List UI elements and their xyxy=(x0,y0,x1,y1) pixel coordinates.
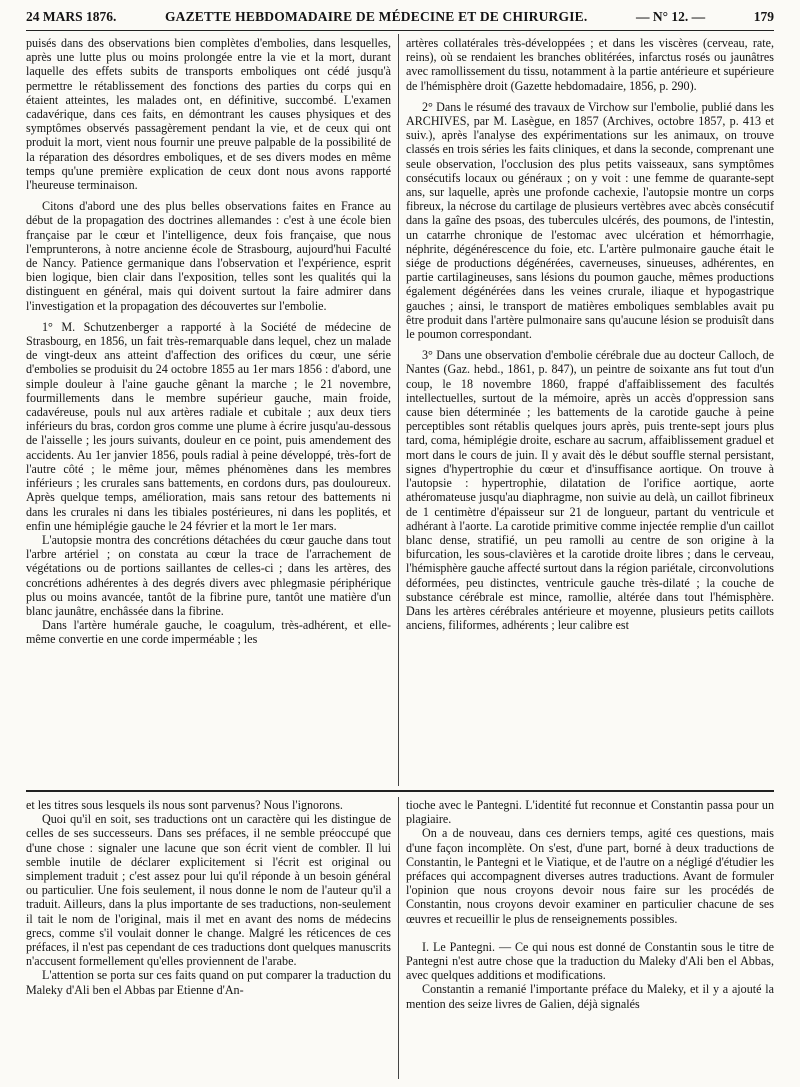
lower-column-divider xyxy=(398,797,399,1079)
running-header xyxy=(26,6,774,28)
paragraph: Citons d'abord une des plus belles observations faites en France au début de la propagation des doctrines allemandes : c'est à une école bien française par le cœur et l'intelligence, deux fois française, que nous l'emprunterons, à notre ancienne école de Strasbourg, aujourd'hui Faculté de Nancy. Patience germanique dans l'observation et l'expérience, esprit bien logique, bien clair dans l'exposition, telles sont les qualités qui la distinguent en général, mais qui doivent surtout la faire admirer dans l'investigation et la propagation des découvertes sur l'embolie. xyxy=(26,199,391,313)
section-paragraph-pantegni: I. Le Pantegni. — Ce qui nous est donné de Constantin sous le titre de Pantegni n'est autre chose que la traduction du Maleky d'Ali ben el Abbas, avec quelques additions et modifications. xyxy=(406,939,774,983)
upper-left-column xyxy=(26,36,391,786)
paragraph: Quoi qu'il en soit, ses traductions ont un caractère qui les distingue de celles de ses successeurs. Dans ses préfaces, il ne semble préoccupé que d'une chose : signaler une lacune que son écrit vient de combler. Il lui semble inutile de déclarer explicitement si l'écrit est original ou simplement traduit ; c'est assez pour lui qu'il réponde à un besoin général ou particulier. Une fois seulement, il nous donne le nom de l'auteur qu'il a traduit. Ailleurs, dans la plus importante de ses traductions, non-seulement il tait le nom de l'original, mais il met en avant des noms de médecins grecs, comme s'il voulait donner le change. Malgré les réticences de ces préfaces, il n'est pas cependant de ces traductions dont quelques manuscrits n'accusent formellement qu'elles proviennent de l'arabe. xyxy=(26,812,391,969)
paragraph: Dans l'artère humérale gauche, le coagulum, très-adhérent, et elle-même convertie en une corde imperméable ; les xyxy=(26,618,391,647)
paragraph: 2° Dans le résumé des travaux de Virchow sur l'embolie, publié dans les ARCHIVES, par M. Lasègue, en 1857 (Archives, octobre 1857, p. 413 et suiv.), après l'analyse des expérimentations sur les animaux, on trouve classés en trois séries les faits cliniques, et dans la seconde, comprenant une seule observation, l'occlusion des plus petits vaisseaux, sans symptômes consécutifs locaux ou généraux ; on y voit : une femme de quarante-sept ans, sur laquelle, après une profonde cachexie, l'autopsie montre un corps fibreux, la nécrose du cartilage de plusieurs vertèbres avec abcès consécutif dans la gaîne des psoas, des tubercules ulcérés, des poumons, de l'intestin, un catarrhe chronique de l'estomac avec ulcération et hémorrhagie, néphrite, dégénérescence du foie, etc. L'artère pulmonaire gauche était le siége de productions dégénérées, caverneuses, sinueuses, adhérentes, en partie cartilagineuses, sans lésions du poumon gauche, mêmes productions également dégénérées dans les veines crurale, iliaque et hypogastrique gauches ; ainsi, le transport de matières emboliques semblables avait pu être produit dans l'artère pulmonaire sans qu'aucune lésion se produisît dans le poumon correspondant. xyxy=(406,99,774,342)
paragraph: artères collatérales très-développées ; et dans les viscères (cerveau, rate, reins), où se rendaient les branches oblitérées, infarctus rosés ou jaunâtres avec ramollissement du tissu, notamment à la partie antérieure et supérieure de l'hémisphère droit (Gazette hebdomadaire, 1856, p. 290). xyxy=(406,36,774,93)
upper-column-divider xyxy=(398,34,399,786)
upper-right-column xyxy=(406,36,774,786)
header-rule xyxy=(26,30,774,31)
feuilleton-rule xyxy=(26,790,774,792)
header-date: 24 MARS 1876. xyxy=(26,9,117,24)
lower-right-column xyxy=(406,798,774,1080)
header-issue: — N° 12. — xyxy=(636,9,706,24)
paragraph: Constantin a remanié l'importante préface du Maleky, et il y a ajouté la mention des seize livres de Galien, déjà signalés xyxy=(406,982,774,1011)
paragraph: On a de nouveau, dans ces derniers temps, agité ces questions, mais d'une façon incomplète. On s'est, d'une part, borné à deux traductions de Constantin, le Pantegni et le Viatique, et de l'autre on a négligé d'étudier les préfaces qui accompagnent diverses autres traductions. Avant de formuler l'opinion que nous croyons devoir nous faire sur les procédés de Constantin, nous croyons devoir examiner en particulier chacune de ses œuvres et recueillir le plus de renseignements possibles. xyxy=(406,826,774,926)
paragraph: L'attention se porta sur ces faits quand on put comparer la traduction du Maleky d'Ali ben el Abbas par Etienne d'An- xyxy=(26,968,391,997)
paragraph: 3° Dans une observation d'embolie cérébrale due au docteur Calloch, de Nantes (Gaz. hebd., 1861, p. 847), un peintre de soixante ans fut tout d'un coup, le 18 novembre 1860, frappé d'affaiblissement des facultés intellectuelles, surtout de la mémoire, après un accès d'oppression sans cause bien déterminée ; les battements de la carotide gauche à peine perceptibles sont rétablis quelques jours après, puis trente-sept jours plus tard, coma, hémiplégie droite, eschare au sacrum, affaiblissement graduel et mort dans le cours de juin. Il y avait dès le début souffle sternal persistant, signes d'hypertrophie du cœur et d'insuffisance aortique. On trouve à l'autopsie : hypertrophie, dilatation de l'orifice aortique, aorte athéromateuse jusqu'au diaphragme, non suivie au delà, un caillot fibrineux de 1 centimètre d'épaisseur sur 21 de longueur, partant du ventricule et adhérant à l'aorte. La carotide primitive comme injectée remplie d'un caillot blanc dense, stratifié, un peu ramolli au centre de son origine à la bifurcation, les sous-clavières et la carotide droite libres ; dans le cerveau, l'hémisphère gauche affecté surtout dans la région pariétale, circonvolutions déformées, peu distinctes, ventricule gauche très-dilaté ; la couche de substance cérébrale est mince, ramollie, altérée dans tout l'hémisphère. Dans les artères cérébrales antérieure et moyenne, plusieurs petits caillots anciens, filiformes, adhérents ; leur calibre est xyxy=(406,348,774,633)
paragraph: L'autopsie montra des concrétions détachées du cœur gauche dans tout l'arbre artériel ; on constata au cœur la trace de l'arrachement de végétations ou de portions saillantes de celles-ci ; dans les artères, des concrétions adhérentes à des degrés divers avec phlegmasie périphérique plus ou moins avancée, tantôt de la fibrine pure, tantôt une matière d'un blanc jaunâtre, enchâssée dans la fibrine. xyxy=(26,532,391,618)
paragraph: 1° M. Schutzenberger a rapporté à la Société de médecine de Strasbourg, en 1856, un fait très-remarquable dans lequel, chez un malade de vingt-deux ans atteint d'affection des orifices du cœur, une série d'embolies se produisit du 24 octobre 1855 au 1er mars 1856 : d'abord, une simple douleur à l'aine gauche gênant la marche ; le 21 novembre, fourmillements dans le membre supérieur gauche, main froide, cadavéreuse, pouls nul aux artères radiale et cubitale ; aux deux tiers inférieurs du bras, cordon gros comme une plume à écrire jusqu'au-dessous de l'aisselle ; les jours suivants, douleur en ce point, puis amendement des accidents. Au 1er janvier 1856, pouls radial à peine développé, très-fort de l'autre côté ; le même jour, mêmes phénomènes dans les membres inférieurs ; les crurales sans battements, en cordons durs, pas douloureux. Après quelque temps, amélioration, mais sans retour des battements ni dans les crurales ni dans les tibiales postérieures, ni dans les poplités, et enfin une hémiplégie gauche le 24 février et la mort le 1er mars. xyxy=(26,319,391,533)
paragraph: tioche avec le Pantegni. L'identité fut reconnue et Constantin passa pour un plagiaire. xyxy=(406,798,774,827)
lower-left-column xyxy=(26,798,391,1080)
paragraph: puisés dans des observations bien complètes d'embolies, dans lesquelles, après une lutte plus ou moins prolongée entre la vie et la mort, durant laquelle des effets subits de transports emboliques ont cédé jusqu'à permettre le rétablissement des fonctions des parties du corps qui en étaient atteintes, les malades ont, en définitive, succombé. L'examen cadavérique, dans ces faits, en démontrant les causes physiques et des symptômes observés passagèrement pendant la vie, et de ceux qui ont produit la mort, vient nous fournir une preuve palpable de la possibilité de la réparation des désordres emboliques, et de ses divers modes en même temps qu'une première explication de ceux dont nous avons rapporté l'heureuse terminaison. xyxy=(26,36,391,193)
journal-title: GAZETTE HEBDOMADAIRE DE MÉDECINE ET DE CHIRURGIE. xyxy=(164,9,588,24)
page-number: 179 xyxy=(753,9,774,24)
paragraph: et les titres sous lesquels ils nous sont parvenus? Nous l'ignorons. xyxy=(26,798,343,812)
